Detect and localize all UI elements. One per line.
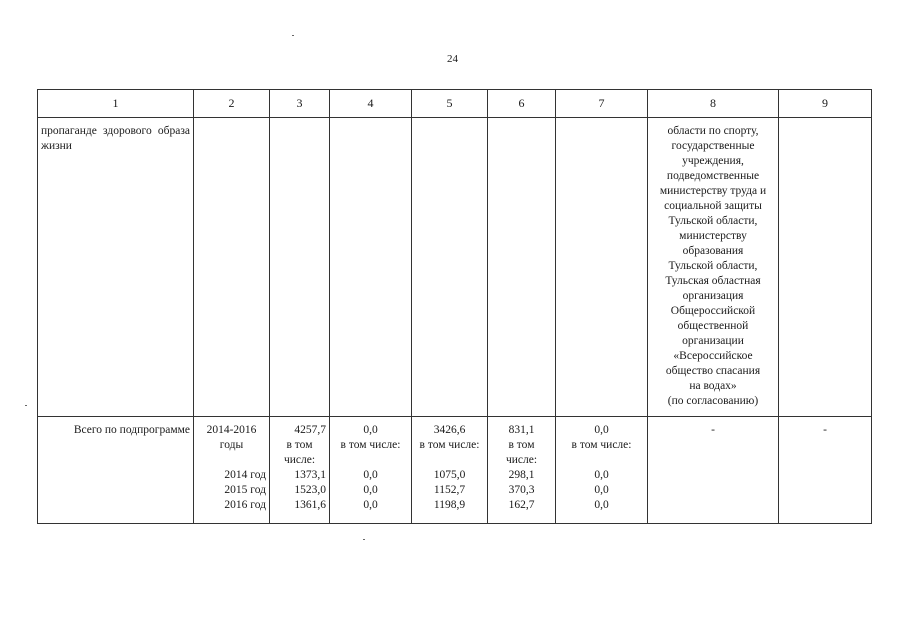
year-value: 1523,0 [294,484,326,496]
scan-speck [292,35,294,36]
year-value: 0,0 [594,469,609,481]
total-funding-cell [270,417,330,524]
executors-dash-cell: - [648,417,779,524]
total-value: 0,0 [594,424,609,436]
scan-speck [25,405,27,406]
year-value: 370,3 [508,484,535,496]
executors-cell [648,118,779,417]
in-total-label: в том числе: [340,439,401,451]
executor-line: Тульской области, [668,215,758,227]
column-header: 7 [556,90,648,118]
year-value: 0,0 [363,484,378,496]
federal-funding-cell [330,417,412,524]
year-value: 1152,7 [433,484,466,496]
in-total-label: в том числе: [571,439,632,451]
empty-cell [488,118,556,417]
empty-cell [270,118,330,417]
year-value: 1075,0 [433,469,466,481]
total-value: 0,0 [363,424,378,436]
column-header: 6 [488,90,556,118]
subprogram-table [37,89,872,524]
column-header: 9 [779,90,872,118]
executor-line: «Всероссийское [673,350,753,362]
executor-line: учреждения, [682,155,744,167]
executor-line: общественной [677,320,749,332]
executor-line: (по согласованию) [667,395,759,407]
in-total-label: в том [508,439,535,451]
empty-cell [330,118,412,417]
year-value: 162,7 [508,499,535,511]
column-header: 4 [330,90,412,118]
executor-line: министерству [679,230,747,242]
column-header: 1 [38,90,194,118]
year-value: 1361,6 [294,499,326,511]
executor-line: министерству труда и [659,185,767,197]
total-value: 3426,6 [433,424,466,436]
page-number: 24 [447,53,458,65]
empty-cell [412,118,488,417]
period-cell [194,417,270,524]
year-value: 0,0 [594,484,609,496]
in-total-label: числе: [505,454,538,466]
total-value: 831,1 [508,424,535,436]
year-value: 0,0 [363,499,378,511]
executor-line: Тульской области, [668,260,758,272]
column-header: 5 [412,90,488,118]
column-header: 3 [270,90,330,118]
executor-line: Общероссийской [670,305,756,317]
executor-line: Тульская областная [665,275,761,287]
column-header: 2 [194,90,270,118]
executor-line: подведомственные [666,170,760,182]
year-value: 298,1 [508,469,535,481]
in-total-label: числе: [283,454,316,466]
in-total-label: в том числе: [419,439,480,451]
executor-line: организация [682,290,744,302]
year-value: 0,0 [594,499,609,511]
local-funding-cell [488,417,556,524]
indicator-dash-cell: - [779,417,872,524]
total-value: 4257,7 [294,424,326,436]
period-line: годы [219,439,244,451]
executor-line: образования [682,245,744,257]
column-header: 8 [648,90,779,118]
executor-line: организации [682,335,744,347]
total-label-cell: Всего по подпрограмме [38,417,194,524]
activity-row [38,118,872,417]
year-label: 2015 год [224,484,266,496]
other-funding-cell [556,417,648,524]
year-label: 2016 год [224,499,266,511]
year-value: 0,0 [363,469,378,481]
empty-cell [194,118,270,417]
year-value: 1198,9 [433,499,466,511]
column-number-row [38,90,872,118]
activity-name-cell: пропаганде здорового образа жизни [38,118,194,417]
executor-line: области по спорту, [667,125,759,137]
executor-line: общество спасания [665,365,761,377]
period-line: 2014-2016 [206,424,257,436]
executor-line: на водах» [689,380,737,392]
empty-cell [556,118,648,417]
executor-line: государственные [671,140,755,152]
subprogram-total-row [38,417,872,524]
scan-speck [363,539,365,540]
empty-cell [779,118,872,417]
in-total-label: в том [286,439,313,451]
regional-funding-cell [412,417,488,524]
executor-line: социальной защиты [664,200,762,212]
year-value: 1373,1 [294,469,326,481]
year-label: 2014 год [224,469,266,481]
